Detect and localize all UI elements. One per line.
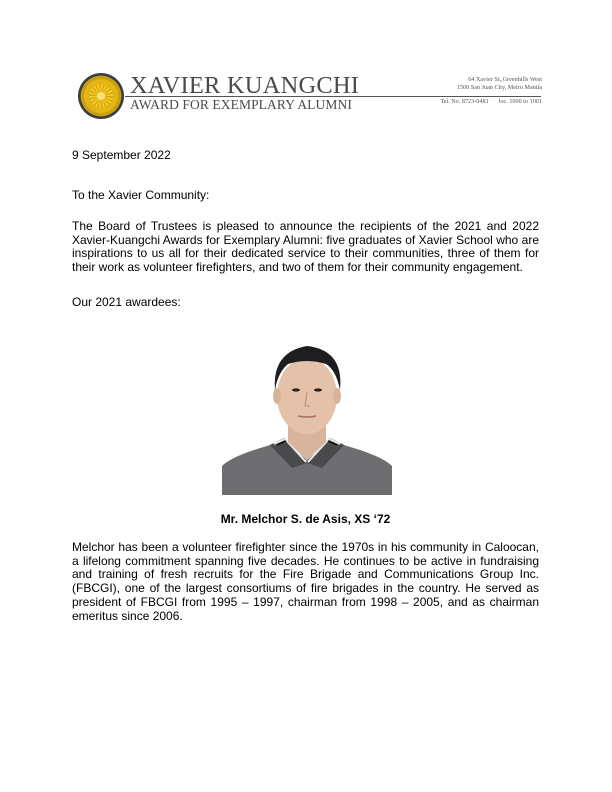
- telephone-number: Tel. No. 8723-0481: [440, 98, 489, 105]
- address-line-1: 64 Xavier St.,Greenhills West: [468, 76, 542, 83]
- address-line-2: 1500 San Juan City, Metro Manila: [456, 84, 542, 92]
- awardee-bio-paragraph: Melchor has been a volunteer firefighter since the 1970s in his community in Caloocan, a lifelong commitment spanning five decades. He continues to be active in fundraising and training of fresh recruits for the Fire Brigade and Communications Group Inc. (FBCGI), one of the largest consortiums of fire brigades in the country. He served as president of FBCGI from 1995 – 1997, chairman from 1998 – 2005, and as chairman emeritus since 2006.: [72, 540, 539, 623]
- awardee-name-caption: Mr. Melchor S. de Asis, XS ‘72: [220, 512, 391, 526]
- letter-date: 9 September 2022: [72, 148, 171, 162]
- telephone-local: loc. 1000 to 1001: [498, 98, 542, 105]
- awardee-portrait-photo: [222, 338, 392, 495]
- awardees-heading: Our 2021 awardees:: [72, 295, 181, 309]
- letterhead-address: [457, 76, 542, 93]
- intro-paragraph: The Board of Trustees is pleased to announce the recipients of the 2021 and 2022 Xavier-Kuangchi Awards for Exemplary Alumni: five graduates of Xavier School who are inspirations to us all for their dedicated service to their communities, three of them for their work as volunteer firefighters, and two of them for their community engagement.: [72, 219, 539, 275]
- letter-salutation: To the Xavier Community:: [72, 188, 210, 202]
- letterhead-title: XAVIER KUANGCHI: [130, 72, 360, 99]
- letterhead-subtitle: AWARD FOR EXEMPLARY ALUMNI: [130, 97, 352, 112]
- letterhead: [78, 72, 542, 120]
- letterhead-telephone: [440, 99, 542, 105]
- seal-logo-icon: [78, 73, 124, 119]
